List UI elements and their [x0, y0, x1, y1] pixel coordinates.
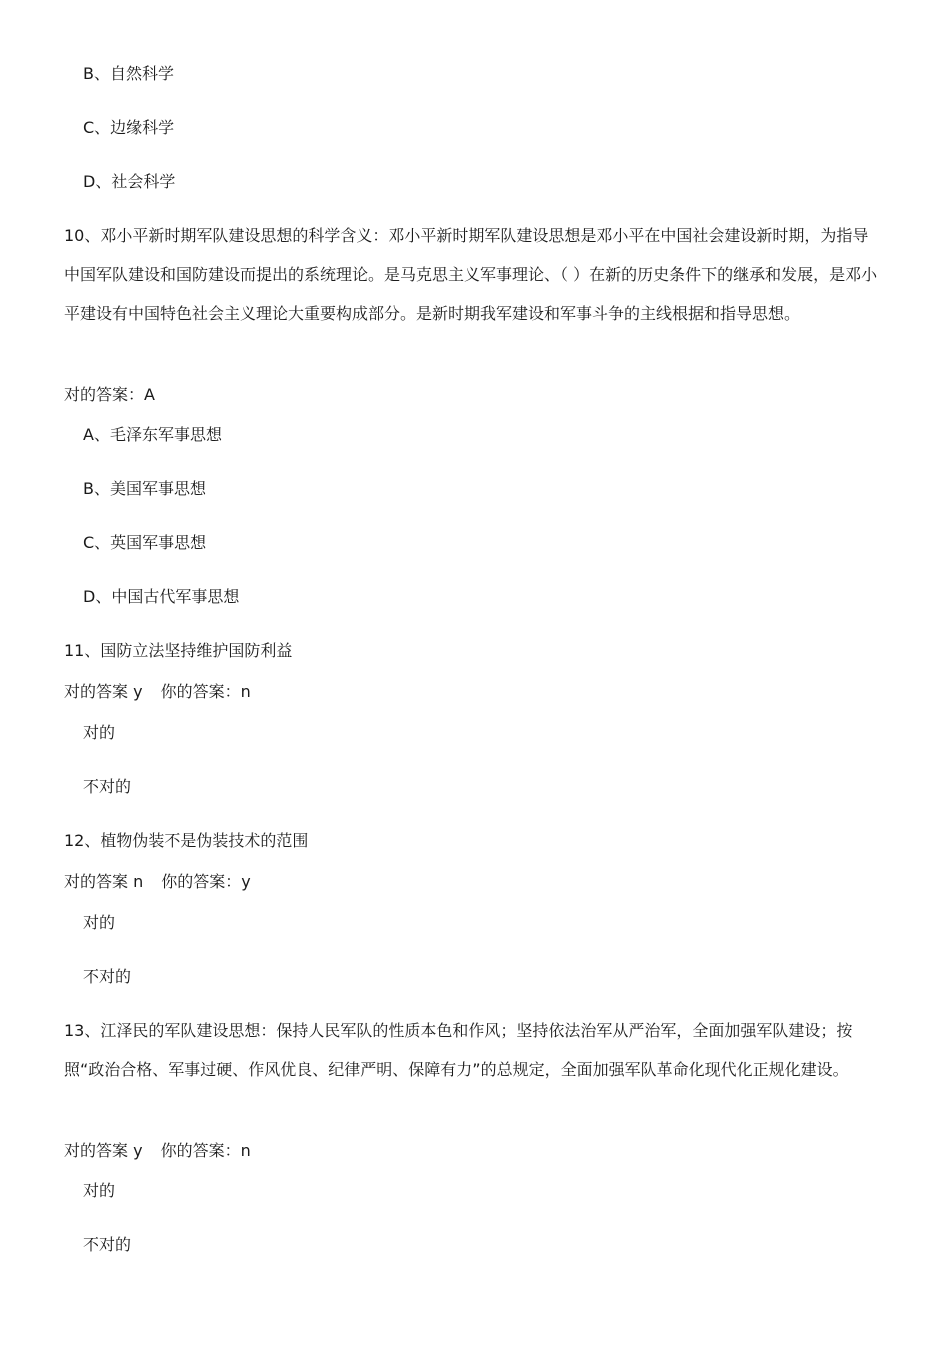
question-10-option-b: B、美国军事思想 [83, 479, 206, 498]
question-12-answers [64, 872, 251, 892]
question-13-option-false: 不对的 [83, 1235, 132, 1254]
question-10-option-a: A、毛泽东军事思想 [83, 425, 222, 444]
option-c: C、边缘科学 [83, 118, 175, 137]
question-10-option-c: C、英国军事思想 [83, 533, 207, 552]
question-12-text: 12、植物伪装不是伪装技术的范围 [64, 831, 309, 850]
option-b: B、自然科学 [83, 64, 174, 83]
question-11-correct-answer: 对的答案 y [64, 682, 143, 701]
question-13-answers [64, 1141, 251, 1161]
question-11-text: 11、国防立法坚持维护国防利益 [64, 641, 293, 660]
question-12-option-false: 不对的 [83, 967, 132, 986]
question-10-text: 10、邓小平新时期军队建设思想的科学含义：邓小平新时期军队建设思想是邓小平在中国社会建设新时期，为指导中国军队建设和国防建设而提出的系统理论。是马克思主义军事理论、（ ）在新的历史条件下的继承和发展，是邓小平建设有中国特色社会主义理论大重要构成部分。是新时期我军建设和军事斗争的主线根据和指导思想。 [64, 226, 878, 323]
question-13-your-answer: 你的答案：n [160, 1141, 251, 1160]
question-12-your-answer: 你的答案：y [161, 872, 251, 891]
question-12-option-true: 对的 [83, 913, 116, 932]
question-11-answers [64, 682, 251, 702]
question-11-your-answer: 你的答案：n [160, 682, 251, 701]
question-11-option-false: 不对的 [83, 777, 132, 796]
question-13-option-true: 对的 [83, 1181, 116, 1200]
option-d: D、社会科学 [83, 172, 176, 191]
question-13-correct-answer: 对的答案 y [64, 1141, 143, 1160]
question-10-option-d: D、中国古代军事思想 [83, 587, 240, 606]
question-11-option-true: 对的 [83, 723, 116, 742]
question-12-correct-answer: 对的答案 n [64, 872, 144, 891]
question-13-text: 13、江泽民的军队建设思想：保持人民军队的性质本色和作风；坚持依法治军从严治军，全面加强军队建设；按照“政治合格、军事过硬、作风优良、纪律严明、保障有力”的总规定，全面加强军队革命化现代化正规化建设。 [64, 1021, 853, 1079]
question-10-correct-answer: 对的答案：A [64, 385, 155, 404]
